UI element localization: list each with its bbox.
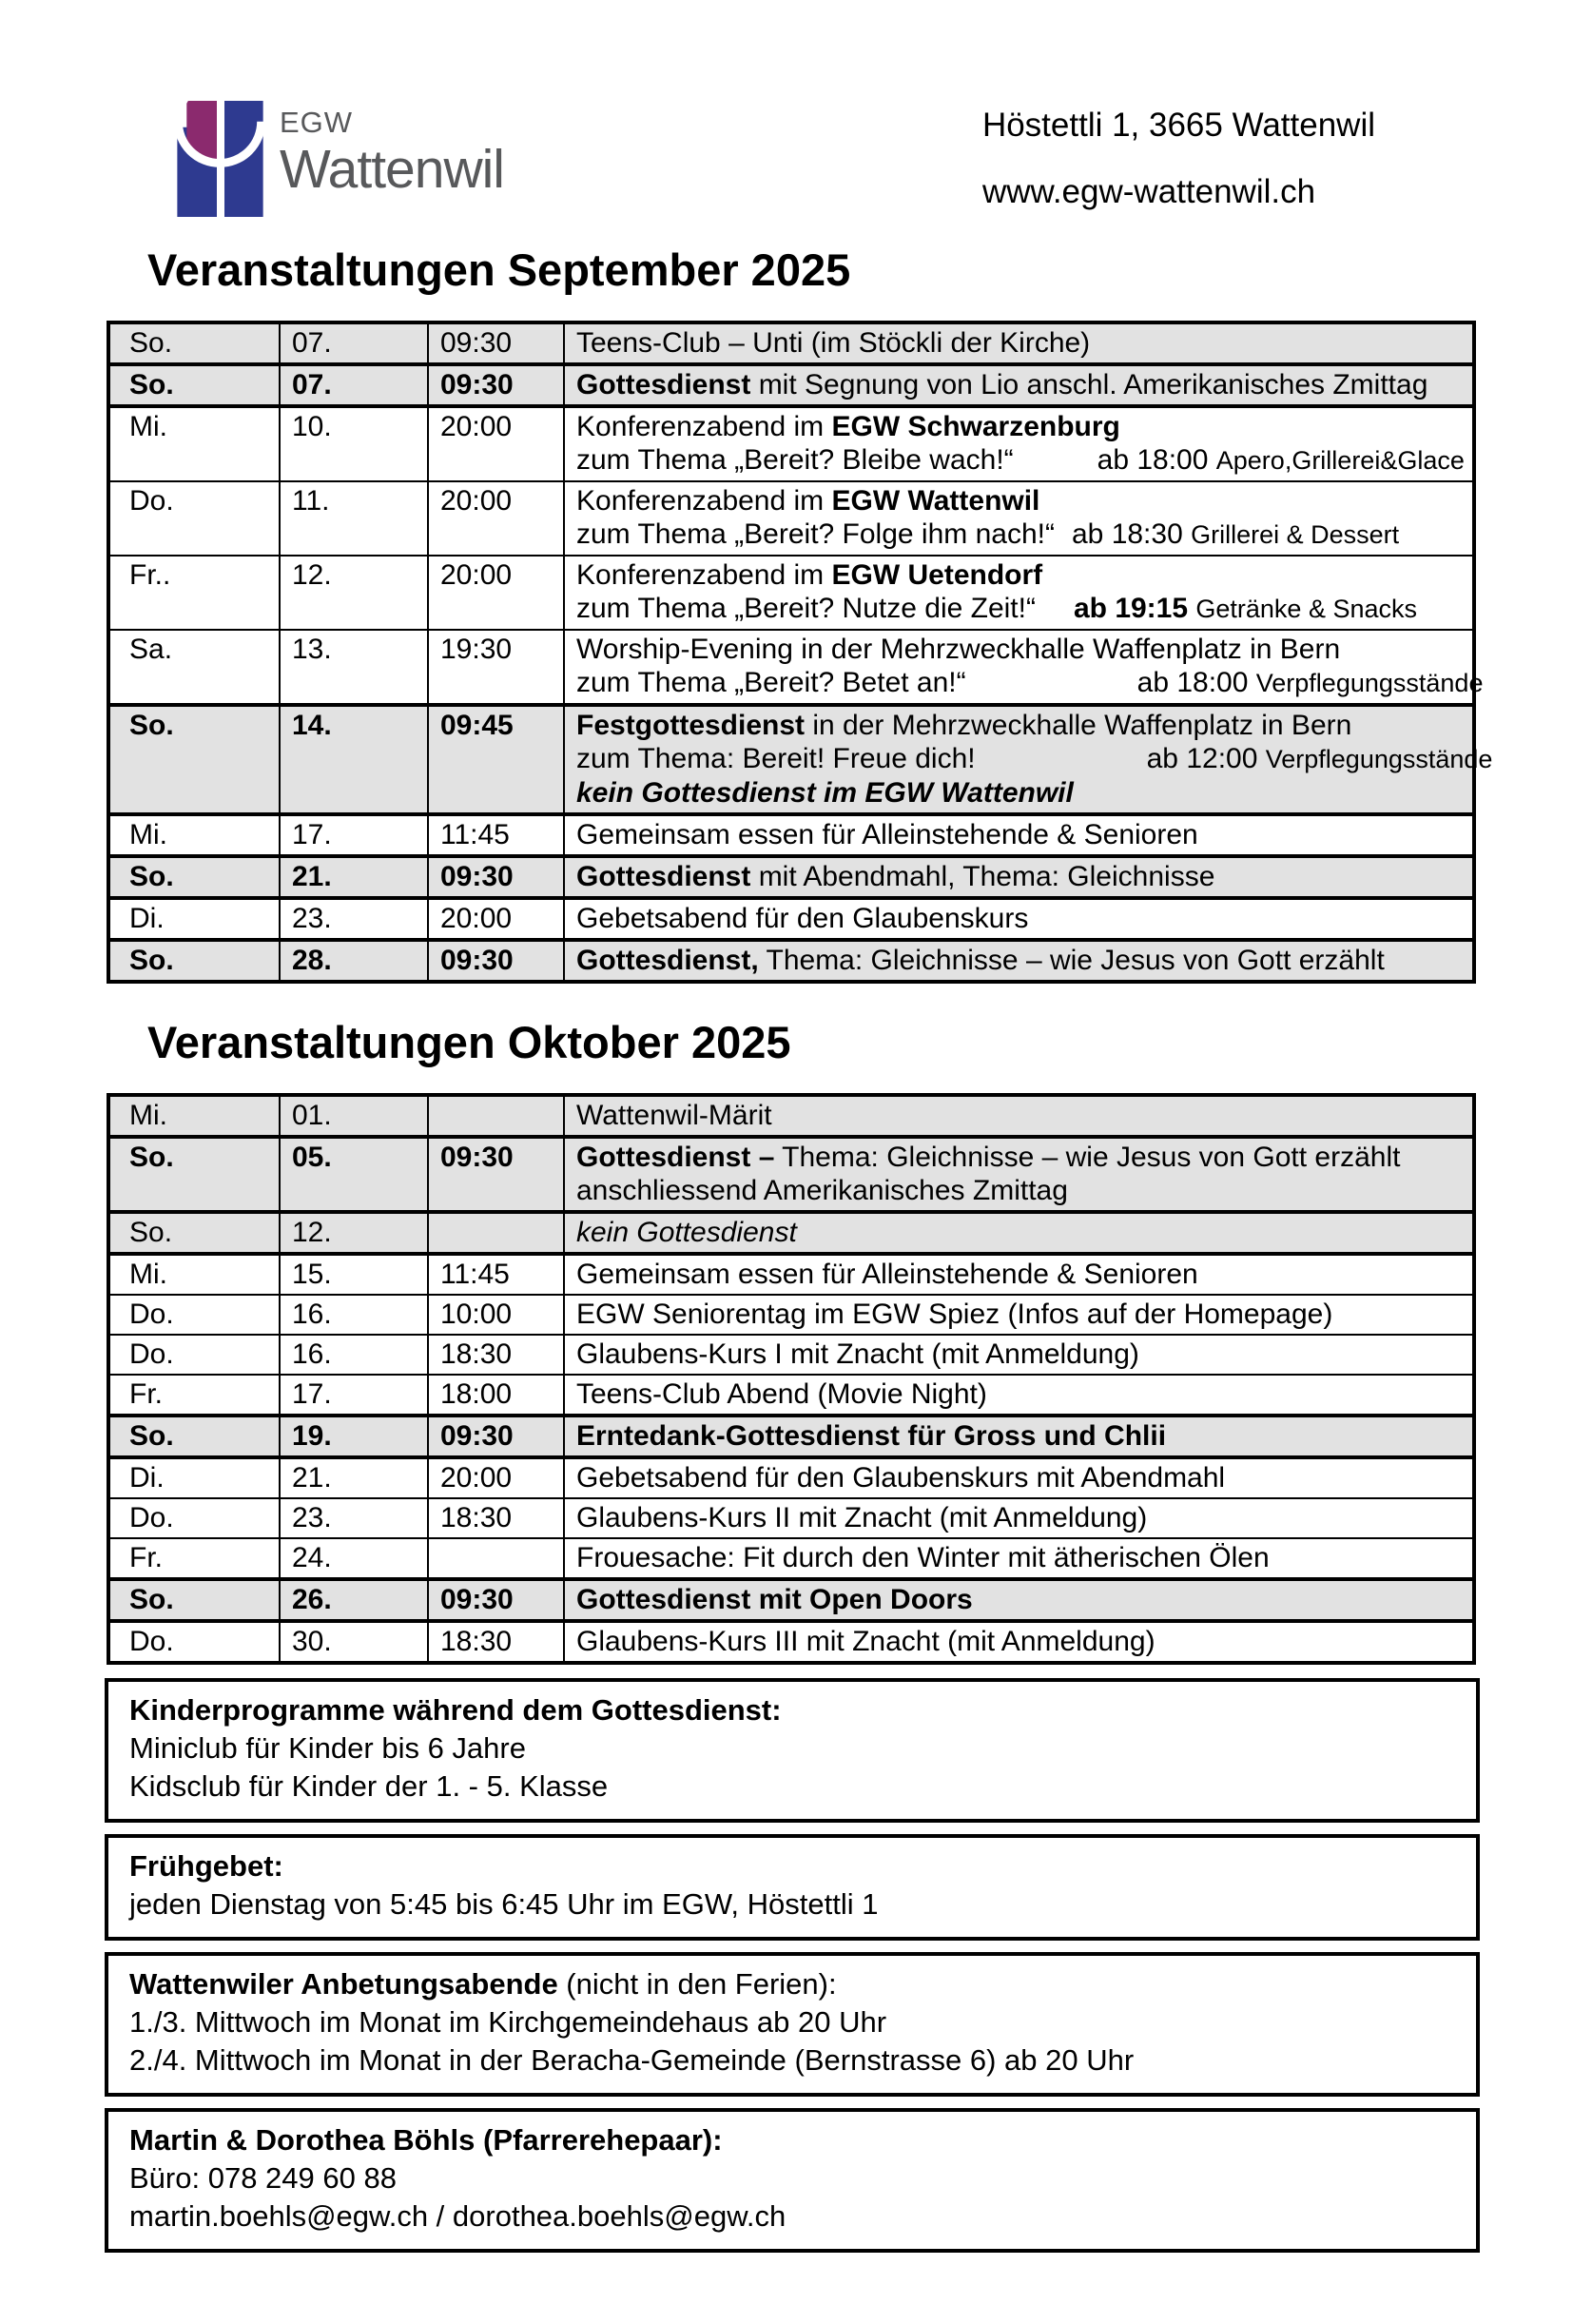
text-segment: Gottesdienst mit Open Doors	[576, 1584, 973, 1615]
event-time: 19:30	[428, 630, 564, 705]
event-day: Di.	[108, 1457, 280, 1498]
event-day: Fr.	[108, 1538, 280, 1579]
text-segment: EGW Wattenwil	[831, 485, 1040, 517]
event-date: 16.	[280, 1335, 428, 1375]
event-day: Do.	[108, 1621, 280, 1663]
event-description-line	[576, 666, 1484, 700]
info-box-line: 2./4. Mittwoch im Monat in der Beracha-Gemeinde (Bernstrasse 6) ab 20 Uhr	[129, 2043, 1135, 2077]
text-segment: zum Thema: Bereit! Freue dich!	[576, 743, 976, 774]
event-day: Fr..	[108, 556, 280, 630]
text-segment: EGW Uetendorf	[831, 559, 1043, 591]
event-date: 01.	[280, 1095, 428, 1137]
event-date: 11.	[280, 481, 428, 556]
event-date: 30.	[280, 1621, 428, 1663]
text-segment: Gebetsabend für den Glaubenskurs	[576, 903, 1029, 934]
event-description-line	[576, 633, 1461, 666]
event-description	[564, 1295, 1474, 1335]
event-time: 10:00	[428, 1295, 564, 1335]
text-segment: Gottesdienst	[576, 861, 751, 892]
event-day: So.	[108, 364, 280, 406]
event-day: Sa.	[108, 630, 280, 705]
event-description	[564, 1254, 1474, 1295]
text-segment: Gebetsabend für den Glaubenskurs mit Abendmahl	[576, 1462, 1226, 1494]
event-date: 23.	[280, 898, 428, 940]
text-segment: Teens-Club – Unti (im Stöckli der Kirche)	[576, 327, 1091, 359]
event-time: 11:45	[428, 814, 564, 856]
event-description-line	[576, 484, 1461, 518]
event-row	[108, 898, 1474, 940]
event-description-line	[576, 1541, 1461, 1574]
event-date: 21.	[280, 856, 428, 898]
event-description-line	[576, 1377, 1461, 1411]
event-description	[564, 1375, 1474, 1416]
event-row	[108, 364, 1474, 406]
text-segment: zum Thema „Bereit? Nutze die Zeit!“	[576, 593, 1036, 624]
text-segment: Verpflegungsstände	[1265, 745, 1493, 773]
event-day: So.	[108, 1137, 280, 1212]
event-day: Do.	[108, 1295, 280, 1335]
info-box	[105, 2108, 1480, 2253]
event-day: So.	[108, 322, 280, 364]
event-time: 18:30	[428, 1621, 564, 1663]
text-segment: mit Segnung von Lio anschl. Amerikanisches Zmittag	[750, 369, 1428, 400]
text-segment: Konferenzabend im	[576, 559, 832, 591]
event-description	[564, 1457, 1474, 1498]
event-day: So.	[108, 1579, 280, 1621]
event-description	[564, 1416, 1474, 1457]
event-date: 07.	[280, 364, 428, 406]
event-row	[108, 1621, 1474, 1663]
text-segment: Kinderprogramme während dem Gottesdienst:	[129, 1693, 782, 1727]
event-description-line	[576, 742, 1493, 776]
info-box-title	[129, 1691, 1457, 1729]
event-row	[108, 814, 1474, 856]
event-row	[108, 1095, 1474, 1137]
event-description	[564, 705, 1493, 814]
text-segment: ab 19:15	[1073, 593, 1196, 624]
event-description-line	[576, 558, 1461, 592]
event-description-line	[576, 1461, 1461, 1494]
text-segment: ab 18:00	[1136, 667, 1256, 698]
event-row	[108, 705, 1474, 814]
text-segment: zum Thema „Bereit? Bleibe wach!“	[576, 444, 1014, 476]
text-segment: Konferenzabend im	[576, 485, 832, 517]
egw-logo	[177, 99, 504, 217]
event-time: 09:30	[428, 1137, 564, 1212]
event-row	[108, 406, 1474, 481]
event-row	[108, 1137, 1474, 1212]
text-segment: ab 18:30	[1071, 518, 1192, 550]
event-time: 20:00	[428, 556, 564, 630]
text-segment: Glaubens-Kurs II mit Znacht (mit Anmeldung)	[576, 1502, 1148, 1533]
header-contact	[982, 108, 1375, 209]
event-description-line	[576, 368, 1461, 401]
text-segment: Glaubens-Kurs I mit Znacht (mit Anmeldung)	[576, 1338, 1139, 1370]
info-box-title	[129, 1847, 1457, 1885]
info-box-title	[129, 1965, 1457, 2003]
event-day: Mi.	[108, 814, 280, 856]
event-day: So.	[108, 856, 280, 898]
text-segment: Worship-Evening in der Mehrzweckhalle Waffenplatz in Bern	[576, 634, 1341, 665]
event-row	[108, 1538, 1474, 1579]
event-description-line	[576, 860, 1461, 893]
event-date: 15.	[280, 1254, 428, 1295]
event-row	[108, 556, 1474, 630]
event-time: 18:30	[428, 1335, 564, 1375]
info-box-line: Miniclub für Kinder bis 6 Jahre	[129, 1731, 526, 1765]
event-description-line	[576, 1141, 1461, 1174]
info-box-title	[129, 2121, 1457, 2159]
text-segment: ab 12:00	[1146, 743, 1266, 774]
event-row	[108, 630, 1474, 705]
event-time: 09:30	[428, 940, 564, 982]
event-time: 09:45	[428, 705, 564, 814]
event-day: Mi.	[108, 1095, 280, 1137]
event-date: 12.	[280, 1212, 428, 1254]
event-date: 05.	[280, 1137, 428, 1212]
event-row	[108, 481, 1474, 556]
event-time: 11:45	[428, 1254, 564, 1295]
text-segment: Grillerei & Dessert	[1191, 520, 1400, 549]
event-description-line	[576, 326, 1461, 360]
logo-text	[280, 99, 504, 198]
event-row	[108, 322, 1474, 364]
info-box-line: Büro: 078 249 60 88	[129, 2161, 397, 2195]
event-date: 28.	[280, 940, 428, 982]
event-date: 26.	[280, 1579, 428, 1621]
event-day: So.	[108, 1212, 280, 1254]
text-segment: Frühgebet:	[129, 1849, 283, 1883]
event-date: 16.	[280, 1295, 428, 1335]
event-time: 09:30	[428, 364, 564, 406]
event-description	[564, 1498, 1474, 1538]
event-time: 20:00	[428, 481, 564, 556]
event-description	[564, 940, 1474, 982]
info-box-line: 1./3. Mittwoch im Monat im Kirchgemeindehaus ab 20 Uhr	[129, 2005, 887, 2039]
event-description-line	[576, 709, 1461, 742]
event-day: Do.	[108, 1498, 280, 1538]
event-date: 17.	[280, 1375, 428, 1416]
event-description-line	[576, 1338, 1461, 1371]
text-segment: EGW Seniorentag im EGW Spiez (Infos auf der Homepage)	[576, 1299, 1333, 1330]
text-segment: mit Abendmahl, Thema: Gleichnisse	[750, 861, 1215, 892]
event-day: Mi.	[108, 406, 280, 481]
event-description-line	[576, 776, 1461, 810]
event-row	[108, 1416, 1474, 1457]
event-description-line	[576, 592, 1461, 626]
event-description-line	[576, 410, 1461, 443]
event-description	[564, 556, 1474, 630]
events-table-october	[107, 1093, 1476, 1665]
event-row	[108, 940, 1474, 982]
info-box-line: jeden Dienstag von 5:45 bis 6:45 Uhr im EGW, Höstettli 1	[129, 1887, 879, 1921]
event-row	[108, 1457, 1474, 1498]
event-time: 09:30	[428, 1579, 564, 1621]
event-description-line	[576, 1298, 1461, 1331]
event-description-line	[576, 518, 1461, 552]
event-time: 09:30	[428, 856, 564, 898]
page-header	[177, 99, 1375, 217]
text-segment: Teens-Club Abend (Movie Night)	[576, 1378, 987, 1410]
text-segment: kein Gottesdienst im EGW Wattenwil	[576, 777, 1074, 809]
event-description-line	[576, 902, 1461, 935]
event-row	[108, 856, 1474, 898]
event-time: 20:00	[428, 1457, 564, 1498]
event-description	[564, 406, 1474, 481]
event-row	[108, 1254, 1474, 1295]
event-date: 12.	[280, 556, 428, 630]
event-time	[428, 1095, 564, 1137]
header-address: Höstettli 1, 3665 Wattenwil	[981, 107, 1375, 144]
text-segment: Konferenzabend im	[576, 411, 832, 442]
document-page	[0, 99, 1573, 2324]
event-description-line	[576, 1625, 1461, 1658]
event-row	[108, 1375, 1474, 1416]
event-description	[564, 1579, 1474, 1621]
event-day: Do.	[108, 1335, 280, 1375]
info-box	[105, 1834, 1480, 1941]
event-description-line	[576, 944, 1461, 977]
event-date: 24.	[280, 1538, 428, 1579]
event-row	[108, 1295, 1474, 1335]
event-description	[564, 856, 1474, 898]
events-table-september	[107, 321, 1493, 984]
text-segment: Erntedank-Gottesdienst für Gross und Chlii	[576, 1420, 1167, 1452]
text-segment: (nicht in den Ferien):	[557, 1967, 837, 2001]
event-row	[108, 1212, 1474, 1254]
event-row	[108, 1579, 1474, 1621]
event-date: 14.	[280, 705, 428, 814]
event-description-line	[576, 818, 1461, 851]
event-date: 13.	[280, 630, 428, 705]
text-segment: ab 18:00	[1097, 444, 1216, 476]
event-time: 18:30	[428, 1498, 564, 1538]
egw-logo-mark	[177, 99, 264, 217]
text-segment: Festgottesdienst	[576, 710, 806, 741]
event-time: 09:30	[428, 1416, 564, 1457]
text-segment: Gottesdienst,	[576, 945, 759, 976]
text-segment: Gemeinsam essen für Alleinstehende & Senioren	[576, 1259, 1198, 1290]
logo-wattenwil-label: Wattenwil	[280, 139, 504, 200]
event-description-line	[576, 1258, 1461, 1291]
section-title-october: Veranstaltungen Oktober 2025	[147, 1017, 791, 1067]
event-description	[564, 1137, 1474, 1212]
event-description	[564, 481, 1474, 556]
event-date: 21.	[280, 1457, 428, 1498]
event-description-line	[576, 1216, 1461, 1249]
event-day: Do.	[108, 481, 280, 556]
text-segment: Wattenwiler Anbetungsabende	[129, 1967, 558, 2001]
event-description	[564, 1212, 1474, 1254]
text-segment: Wattenwil-Märit	[576, 1100, 772, 1131]
text-segment: anschliessend Amerikanisches Zmittag	[576, 1175, 1068, 1206]
event-date: 10.	[280, 406, 428, 481]
text-segment: Verpflegungsstände	[1255, 669, 1484, 697]
events-table-body-october	[108, 1095, 1474, 1663]
event-time: 20:00	[428, 898, 564, 940]
text-segment: Thema: Gleichnisse – wie Jesus von Gott erzählt	[758, 945, 1385, 976]
event-day: So.	[108, 705, 280, 814]
event-description-line	[576, 443, 1465, 478]
info-box	[105, 1678, 1480, 1823]
events-table-body-september	[108, 322, 1493, 982]
event-date: 23.	[280, 1498, 428, 1538]
event-description	[564, 1621, 1474, 1663]
event-day: Mi.	[108, 1254, 280, 1295]
text-segment: in der Mehrzweckhalle Waffenplatz in Bern	[805, 710, 1352, 741]
event-day: So.	[108, 1416, 280, 1457]
text-segment: Thema: Gleichnisse – wie Jesus von Gott erzählt	[774, 1142, 1401, 1173]
event-description-line	[576, 1583, 1461, 1616]
event-day: So.	[108, 940, 280, 982]
event-description-line	[576, 1099, 1461, 1132]
text-segment: Getränke & Snacks	[1195, 595, 1418, 623]
event-time: 20:00	[428, 406, 564, 481]
event-description	[564, 364, 1474, 406]
event-time	[428, 1212, 564, 1254]
text-segment: Frouesache: Fit durch den Winter mit ätherischen Ölen	[576, 1542, 1270, 1573]
text-segment: Apero,Grillerei&Glace	[1215, 446, 1465, 475]
event-row	[108, 1335, 1474, 1375]
event-description-line	[576, 1419, 1461, 1453]
info-boxes	[105, 1678, 1480, 2253]
info-box	[105, 1952, 1480, 2097]
text-segment: EGW Schwarzenburg	[831, 411, 1120, 442]
text-segment: zum Thema „Bereit? Betet an!“	[576, 667, 966, 698]
event-time: 09:30	[428, 322, 564, 364]
info-box-line: Kidsclub für Kinder der 1. - 5. Klasse	[129, 1769, 609, 1803]
event-date: 17.	[280, 814, 428, 856]
text-segment: Gottesdienst –	[576, 1142, 775, 1173]
text-segment: kein Gottesdienst	[576, 1217, 797, 1248]
event-row	[108, 1498, 1474, 1538]
text-segment: zum Thema „Bereit? Folge ihm nach!“	[576, 518, 1055, 550]
event-description-line	[576, 1501, 1461, 1534]
section-title-september: Veranstaltungen September 2025	[147, 244, 851, 295]
event-day: Di.	[108, 898, 280, 940]
event-date: 07.	[280, 322, 428, 364]
info-box-line: martin.boehls@egw.ch / dorothea.boehls@egw.ch	[129, 2199, 786, 2233]
text-segment: Glaubens-Kurs III mit Znacht (mit Anmeldung)	[576, 1626, 1155, 1657]
event-description	[564, 322, 1474, 364]
event-time	[428, 1538, 564, 1579]
event-description	[564, 1335, 1474, 1375]
logo-egw-label: EGW	[280, 106, 354, 139]
event-date: 19.	[280, 1416, 428, 1457]
event-description-line	[576, 1174, 1461, 1207]
text-segment: Martin & Dorothea Böhls (Pfarrerehepaar):	[129, 2123, 723, 2157]
event-description	[564, 1538, 1474, 1579]
event-time: 18:00	[428, 1375, 564, 1416]
event-description	[564, 898, 1474, 940]
event-description	[564, 814, 1474, 856]
text-segment: Gemeinsam essen für Alleinstehende & Senioren	[576, 819, 1198, 850]
text-segment: Gottesdienst	[576, 369, 751, 400]
event-day: Fr.	[108, 1375, 280, 1416]
event-description	[564, 1095, 1474, 1137]
event-description	[564, 630, 1484, 705]
header-website: www.egw-wattenwil.ch	[981, 173, 1316, 210]
